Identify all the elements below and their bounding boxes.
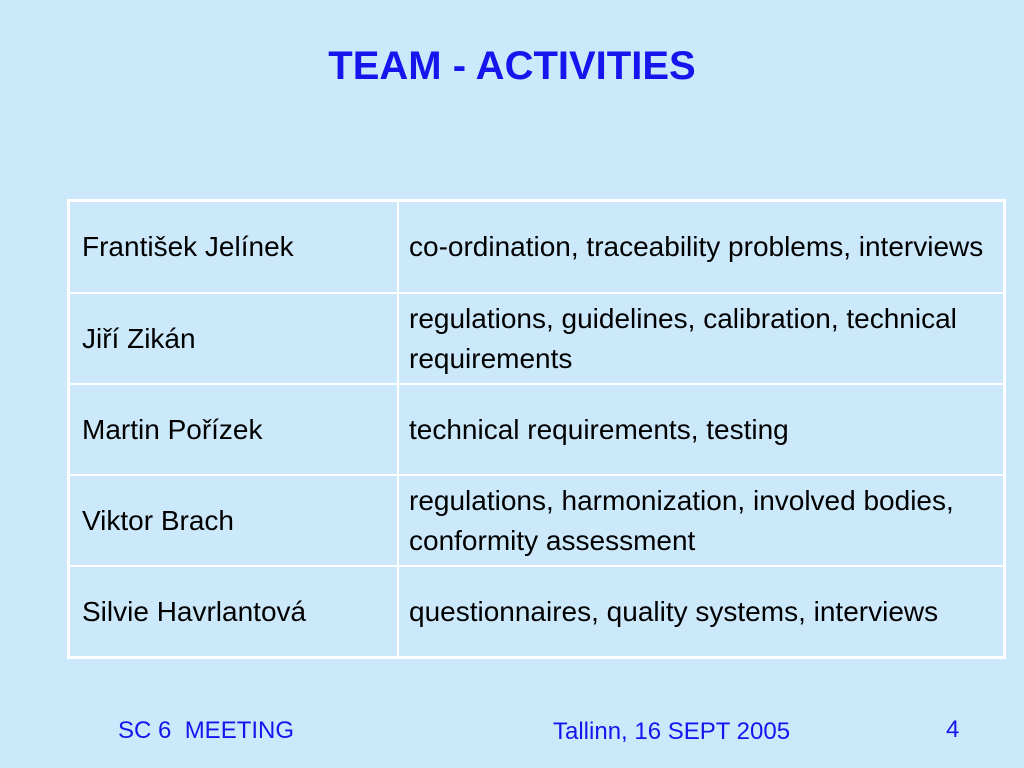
table-row [69, 293, 1005, 384]
member-name: Martin Pořízek [69, 384, 399, 475]
table-row [69, 201, 1005, 294]
footer-place-date: Tallinn, 16 SEPT 2005 [553, 718, 791, 745]
table-row [69, 384, 1005, 475]
member-activities: technical requirements, testing [398, 384, 1005, 475]
table-row [69, 475, 1005, 566]
member-activities: co-ordination, traceability problems, interviews [398, 201, 1005, 294]
member-activities: regulations, guidelines, calibration, technical requirements [398, 293, 1005, 384]
member-activities: regulations, harmonization, involved bodies, conformity assessment [398, 475, 1005, 566]
member-name: Jiří Zikán [69, 293, 399, 384]
table-row [69, 566, 1005, 658]
member-activities: questionnaires, quality systems, interviews [398, 566, 1005, 658]
footer-meeting-label: SC 6 MEETING [118, 717, 295, 744]
member-name: Silvie Havrlantová [69, 566, 399, 658]
footer-page-number: 4 [946, 716, 960, 743]
team-activities-table [67, 199, 1006, 659]
member-name: František Jelínek [69, 201, 399, 294]
slide-title: TEAM - ACTIVITIES [328, 44, 696, 88]
member-name: Viktor Brach [69, 475, 399, 566]
